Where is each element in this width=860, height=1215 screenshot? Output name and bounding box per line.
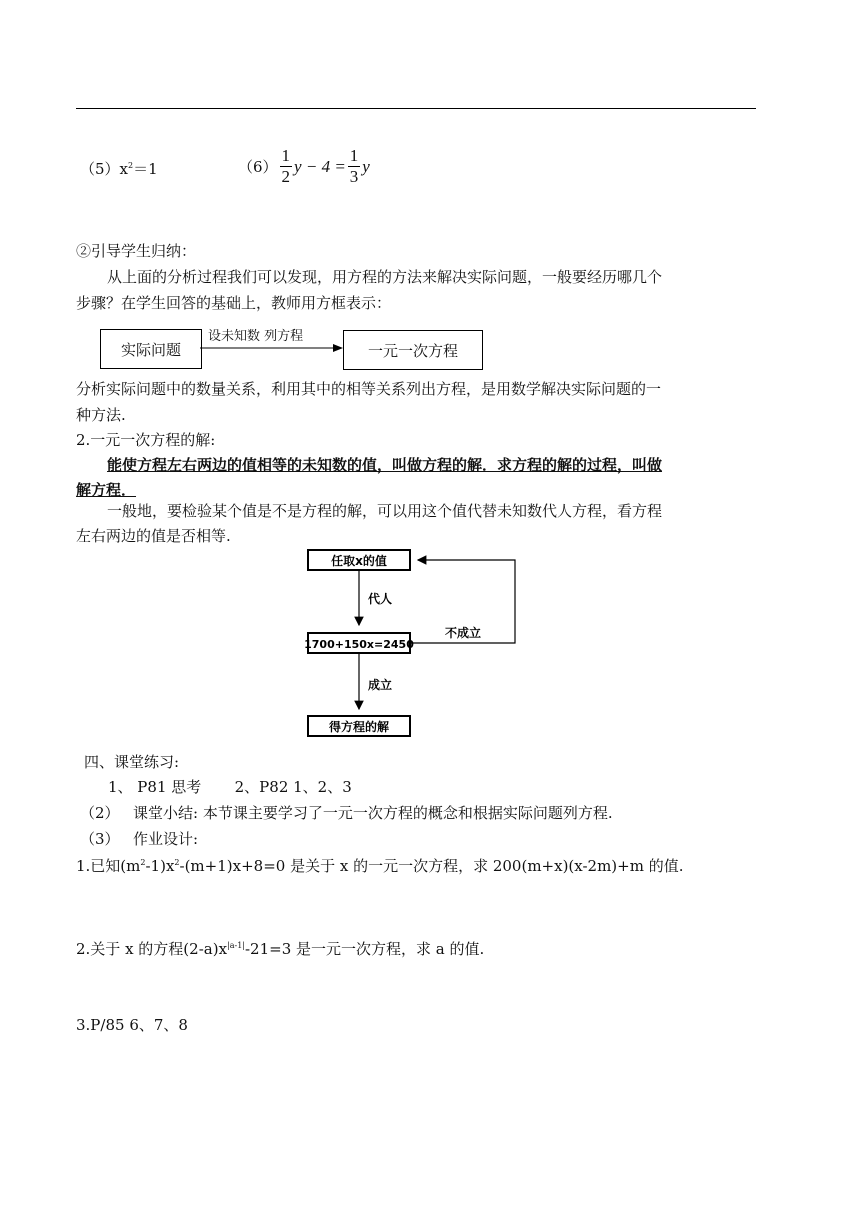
header-rule: [76, 108, 756, 109]
homework-label: （3）: [80, 830, 120, 848]
solution-definition-line1: 能使方程左右两边的值相等的未知数的值，叫做方程的解．求方程的解的过程，叫做: [107, 456, 663, 474]
arrow-label: 设未知数 列方程: [208, 329, 304, 344]
exercise-6: （6） $\frac{1}{2}$ y − 4 = $\frac{1}{3}$ y: [238, 146, 370, 186]
verification-flowchart: [300, 545, 525, 740]
solution-definition-line2: 解方程．: [76, 481, 137, 499]
summary-label: （2）: [80, 804, 120, 822]
solution-general-line2: 左右两边的值是否相等.: [76, 527, 231, 545]
flow-label-substitute: 代人: [368, 592, 393, 606]
homework-question-3: 3.P/85 6、7、8: [76, 1016, 188, 1034]
guide-heading: ②引导学生归纳：: [76, 242, 197, 260]
practice-items: 1、 P81 思考 2、P82 1、2、3: [108, 778, 352, 796]
flow-box-equation-label: 1700+150x=2450: [304, 638, 414, 651]
summary-text: 课堂小结: 本节课主要学习了一元一次方程的概念和根据实际问题列方程.: [133, 804, 613, 822]
box-actual-problem: 实际问题: [100, 329, 202, 369]
guide-paragraph-line2: 步骤？在学生回答的基础上，教师用方框表示：: [76, 294, 392, 312]
flow-label-hold: 成立: [368, 678, 393, 692]
guide-paragraph-line1: 从上面的分析过程我们可以发现，用方程的方法来解决实际问题，一般要经历哪几个: [107, 268, 663, 286]
homework-text: 作业设计:: [133, 830, 199, 848]
homework-question-2: 2.关于 x 的方程$(2-a)x^{|a-1|}-21=3$ 是一元一次方程，求 a 的值.: [76, 940, 485, 958]
exercise-5: $(5)x^2=1$: [80, 160, 158, 178]
solution-general-line1: 一般地，要检验某个值是不是方程的解，可以用这个值代替未知数代人方程，看方程: [107, 502, 663, 520]
arrow-setup-equation: [200, 320, 345, 360]
solution-heading: 2.一元一次方程的解:: [76, 431, 216, 449]
flow-box-solution-label: 得方程的解: [328, 720, 390, 734]
box-linear-equation: 一元一次方程: [343, 330, 483, 370]
practice-heading: 四、课堂练习:: [84, 753, 180, 771]
flow-label-not-hold: 不成立: [445, 626, 482, 640]
analysis-line1: 分析实际问题中的数量关系，利用其中的相等关系列出方程，是用数学解决实际问题的一: [76, 380, 662, 398]
fraction-one-half: $\frac{1}{2}$: [281, 146, 291, 186]
analysis-line2: 种方法.: [76, 406, 126, 424]
flow-box-take-x-label: 任取x的值: [331, 554, 387, 568]
homework-question-1: 1.已知$(m^2-1)x^2-(m+1)x+8=0$ 是关于 x 的一元一次方程，求 200(m+x)(x-2m)+m 的值.: [76, 857, 684, 875]
fraction-one-third: $\frac{1}{3}$: [349, 146, 359, 186]
